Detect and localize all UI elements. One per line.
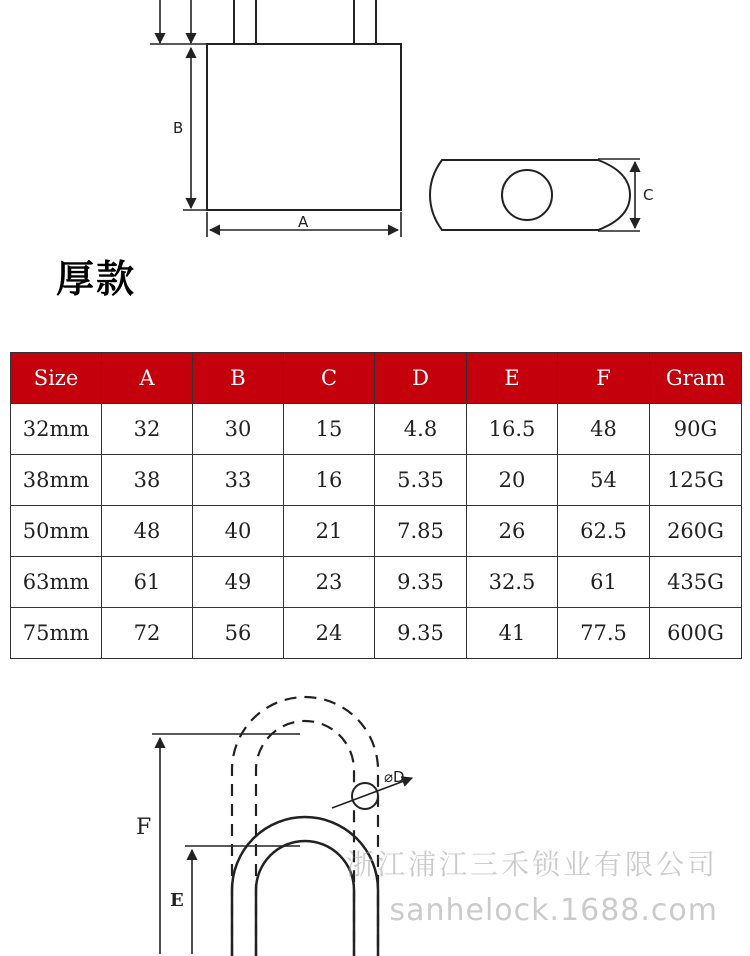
table-row — [11, 557, 742, 608]
dim-label-d: ⌀D — [384, 768, 405, 786]
table-cell: 62.5 — [558, 506, 650, 557]
col-header-gram: Gram — [650, 353, 742, 404]
table-cell: 600G — [650, 608, 742, 659]
table-row — [11, 608, 742, 659]
table-cell: 26 — [467, 506, 558, 557]
table-cell: 41 — [467, 608, 558, 659]
table-cell: 7.85 — [375, 506, 467, 557]
table-cell: 49 — [193, 557, 284, 608]
col-header-b: B — [193, 353, 284, 404]
table-cell: 9.35 — [375, 608, 467, 659]
table-header-row — [11, 353, 742, 404]
col-header-f: F — [558, 353, 650, 404]
table-cell: 72 — [102, 608, 193, 659]
table-cell: 77.5 — [558, 608, 650, 659]
table-cell: 32 — [102, 404, 193, 455]
table-cell: 125G — [650, 455, 742, 506]
table-cell: 30 — [193, 404, 284, 455]
table-cell: 33 — [193, 455, 284, 506]
table-cell: 54 — [558, 455, 650, 506]
table-row — [11, 404, 742, 455]
table-cell: 90G — [650, 404, 742, 455]
table-cell: 24 — [284, 608, 375, 659]
table-cell: 32.5 — [467, 557, 558, 608]
lock-body — [207, 44, 401, 210]
section-title: 厚款 — [56, 257, 137, 301]
table-cell: 61 — [102, 557, 193, 608]
dim-label-c: C — [643, 186, 654, 204]
table-cell: 21 — [284, 506, 375, 557]
col-header-a: A — [102, 353, 193, 404]
table-cell: 38 — [102, 455, 193, 506]
table-cell: 20 — [467, 455, 558, 506]
table-cell: 16.5 — [467, 404, 558, 455]
shackle-closed-solid — [232, 817, 378, 956]
dim-label-f: F — [136, 815, 152, 840]
table-cell: 16 — [284, 455, 375, 506]
table-cell: 75mm — [11, 608, 102, 659]
table-cell: 38mm — [11, 455, 102, 506]
keyhole-circle — [502, 170, 552, 220]
table-row — [11, 455, 742, 506]
shackle-open-dashed — [232, 697, 378, 956]
col-header-d: D — [375, 353, 467, 404]
spec-table — [10, 352, 742, 659]
dim-label-b: B — [173, 119, 184, 137]
shackle-legs — [234, 0, 376, 44]
padlock-dimension-diagram — [0, 0, 750, 250]
table-cell: 4.8 — [375, 404, 467, 455]
table-cell: 48 — [102, 506, 193, 557]
dim-label-a: A — [298, 213, 309, 231]
table-cell: 23 — [284, 557, 375, 608]
table-cell: 50mm — [11, 506, 102, 557]
table-cell: 56 — [193, 608, 284, 659]
table-cell: 61 — [558, 557, 650, 608]
watermark-company: 浙江浦江三禾锁业有限公司 — [345, 848, 718, 881]
table-cell: 32mm — [11, 404, 102, 455]
table-cell: 48 — [558, 404, 650, 455]
col-header-e: E — [467, 353, 558, 404]
col-header-size: Size — [11, 353, 102, 404]
table-cell: 40 — [193, 506, 284, 557]
table-cell: 9.35 — [375, 557, 467, 608]
table-cell: 5.35 — [375, 455, 467, 506]
table-cell: 63mm — [11, 557, 102, 608]
watermark-site: sanhelock.1688.com — [389, 893, 718, 928]
dim-label-e: E — [170, 890, 184, 911]
table-cell: 260G — [650, 506, 742, 557]
table-row — [11, 506, 742, 557]
col-header-c: C — [284, 353, 375, 404]
table-cell: 15 — [284, 404, 375, 455]
table-cell: 435G — [650, 557, 742, 608]
